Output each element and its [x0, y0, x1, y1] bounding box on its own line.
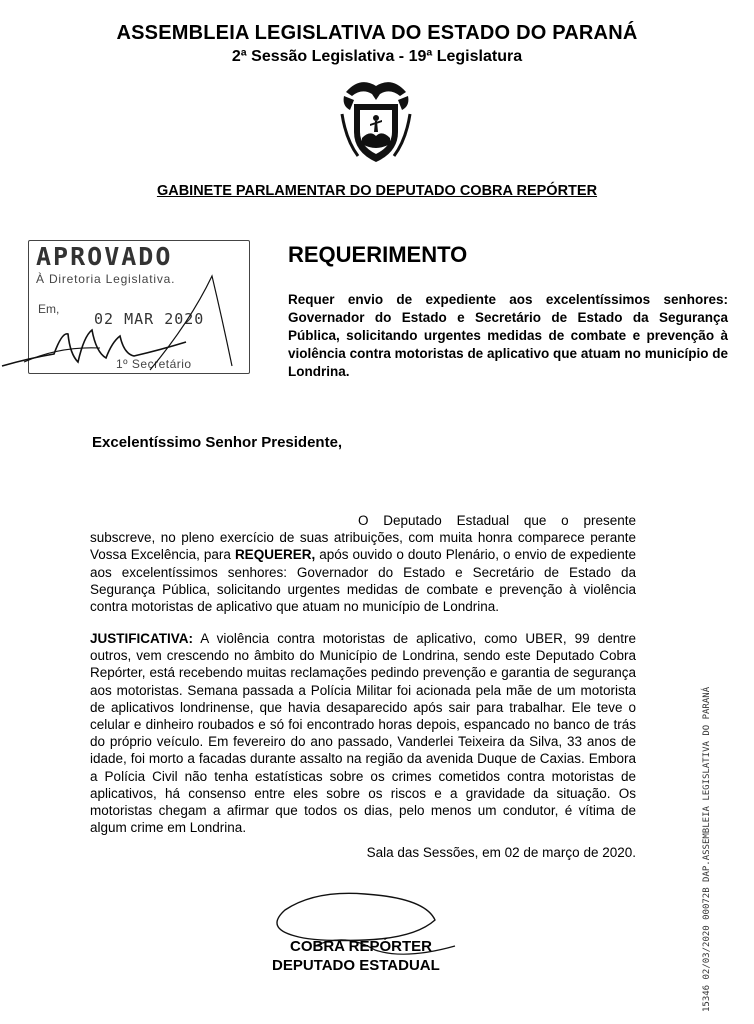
protocol-label: 15346 02/03/2020 00072B DAP.ASSEMBLEIA LEGISLATIVA DO PARANÁ: [702, 686, 712, 1012]
justification-paragraph: [90, 630, 636, 836]
request-text-a: O Deputado Estadual que o presente subscreve, no pleno exercício de suas atribuições, com muita honra comparece perante Vossa Excelência, para: [90, 513, 636, 563]
session-subtitle: 2ª Sessão Legislativa - 19ª Legislatura: [231, 48, 523, 65]
stamp-signatory: 1º Secretário: [116, 357, 192, 371]
closing-line: Sala das Sessões, em 02 de março de 2020.: [366, 845, 636, 860]
request-paragraph: [90, 512, 636, 615]
signatory-role: DEPUTADO ESTADUAL: [272, 957, 440, 974]
justification-label: JUSTIFICATIVA:: [90, 631, 193, 646]
salutation: Excelentíssimo Senhor Presidente,: [92, 434, 343, 451]
institution-title: ASSEMBLEIA LEGISLATIVA DO ESTADO DO PARANÁ: [116, 22, 638, 44]
justification-text: A violência contra motoristas de aplicativo, como UBER, 99 dentre outros, vem crescendo no âmbito do Município de Londrina, sendo este Deputado Cobra Repórter, está recebendo muitas reclamações pedindo prevenção e garantia de segurança aos motoristas. Semana passada a Polícia Militar foi acionada pela mãe de um motorista de aplicativos londrinense, que havia desaparecido após sair para trabalhar. Ele teve o celular e dinheiro roubados e só foi encontrado horas depois, espancado no banco de trás do próprio veículo. Em fevereiro do ano passado, Vanderlei Teixeira da Silva, 33 anos de idade, foi morto a facadas durante assalto na região da avenida Duque de Caxias. Embora a Polícia Civil não tenha estatísticas sobre os crimes cometidos contra motoristas de aplicativos, há consenso entre eles sobre os riscos e a gravidade da situação. Os motoristas chegam a afirmar que todos os dias, pelo menos um condutor, é vítima de algum crime em Londrina.: [90, 631, 636, 836]
request-text-b: após ouvido o douto Plenário, o envio de expediente aos excelentíssimos senhores: Governador do Estado e Secretário de Estado da Segurança Pública, solicitando urgentes medidas de combate e prevenção à violência contra motoristas de aplicativo que atuam no município de Londrina.: [90, 547, 636, 615]
stamp-em-label: Em,: [38, 302, 60, 316]
document-title: REQUERIMENTO: [288, 242, 468, 267]
stamp-subtitle: À Diretoria Legislativa.: [36, 272, 176, 286]
stamp-title: APROVADO: [36, 242, 173, 271]
office-heading: GABINETE PARLAMENTAR DO DEPUTADO COBRA REPÓRTER: [156, 183, 598, 199]
stamp-handwritten-signature: [0, 262, 250, 382]
signatory-name: COBRA REPÓRTER: [290, 938, 432, 955]
stamp-date: 02 MAR 2020: [94, 310, 205, 328]
document-summary: Requer envio de expediente aos excelentíssimos senhores: Governador do Estado e Secretário de Estado da Segurança Pública, solicitando urgentes medidas de combate e prevenção à violência contra motoristas de aplicativo que atuam no município de Londrina.: [288, 292, 728, 379]
state-coat-of-arms-icon: [340, 70, 412, 165]
request-keyword: REQUERER,: [234, 547, 316, 563]
